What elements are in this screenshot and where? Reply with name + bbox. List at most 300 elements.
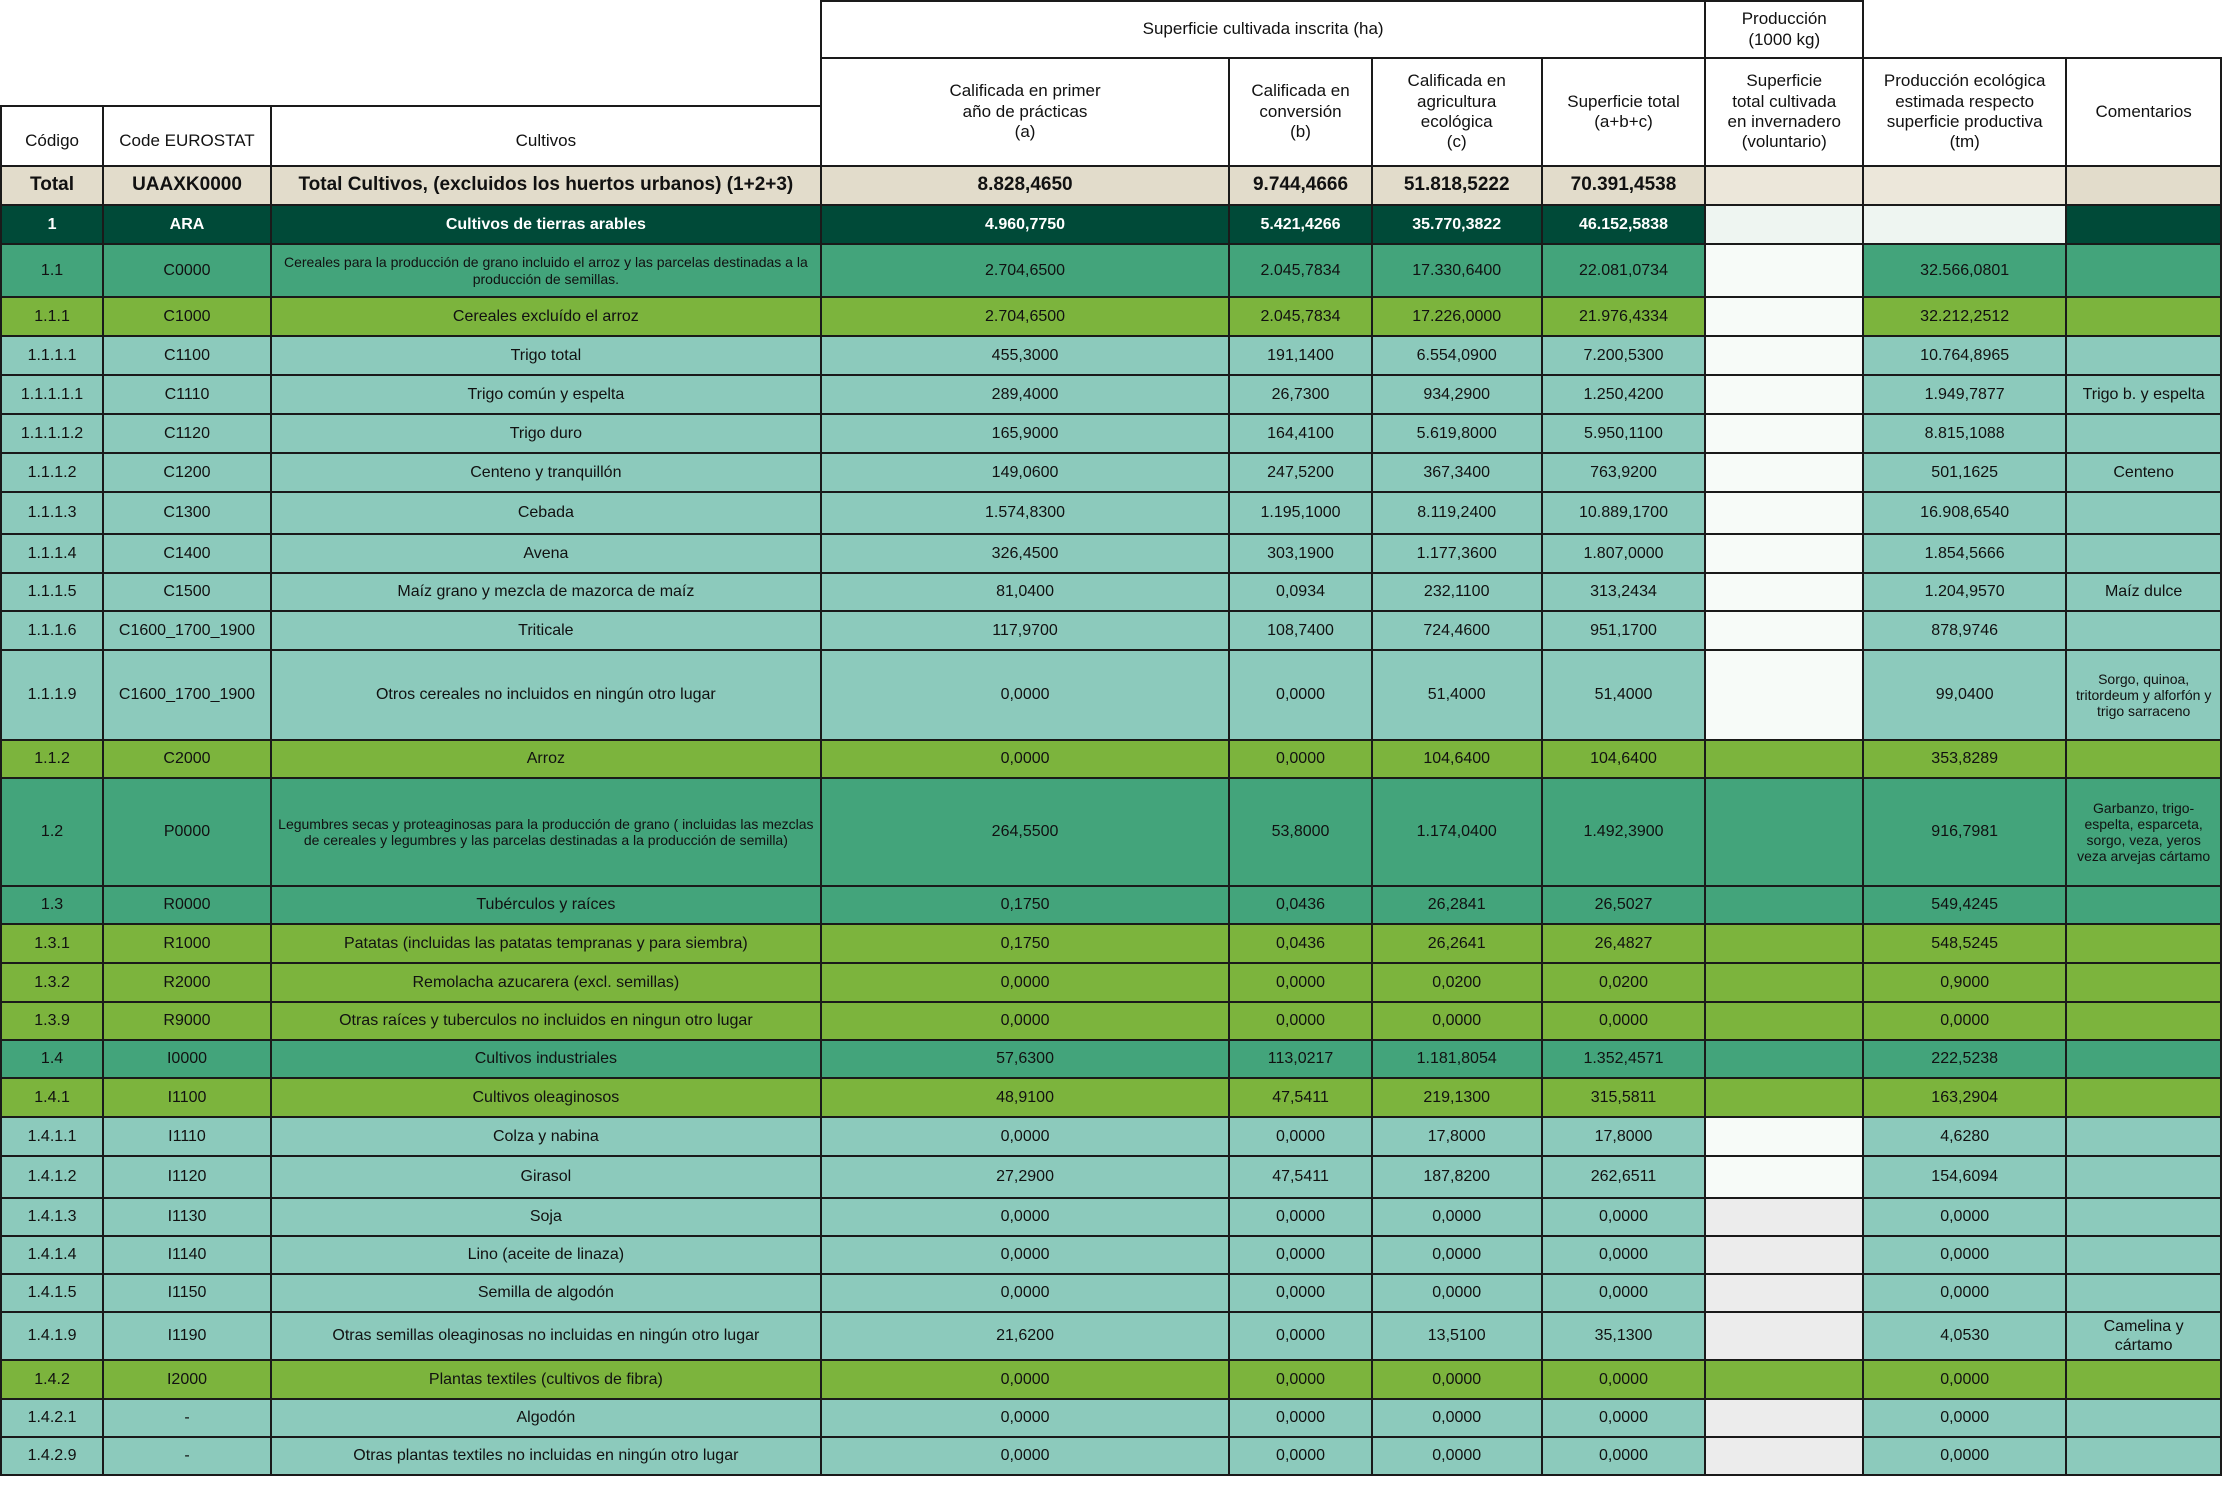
cell-invernadero [1705, 886, 1863, 924]
cell-eurostat: R9000 [103, 1002, 271, 1040]
cell-comentarios [2066, 740, 2221, 778]
cell-comentarios [2066, 492, 2221, 534]
cell-calif-a: 27,2900 [821, 1156, 1229, 1198]
cell-invernadero [1705, 573, 1863, 611]
cell-superficie-total: 17,8000 [1542, 1117, 1706, 1156]
cell-calif-c: 0,0000 [1372, 1002, 1542, 1040]
cell-superficie-total: 7.200,5300 [1542, 336, 1706, 375]
table-row [1, 244, 2221, 297]
cell-calif-a: 0,0000 [821, 1437, 1229, 1475]
cell-invernadero [1705, 414, 1863, 453]
cell-codigo: 1.1.1.1 [1, 336, 103, 375]
cell-calif-c: 0,0000 [1372, 1236, 1542, 1274]
table-row [1, 414, 2221, 453]
cell-eurostat: I1190 [103, 1312, 271, 1360]
cell-comentarios [2066, 1156, 2221, 1198]
cell-invernadero [1705, 336, 1863, 375]
header-col-eurostat: Code EUROSTAT [103, 106, 271, 166]
cell-comentarios [2066, 924, 2221, 963]
header-col-cultivos: Cultivos [271, 106, 821, 166]
cell-calif-b: 2.045,7834 [1229, 297, 1372, 336]
cell-eurostat: UAAXK0000 [103, 166, 271, 205]
cell-comentarios: Trigo b. y espelta [2066, 375, 2221, 414]
cell-produccion: 99,0400 [1863, 650, 2066, 740]
cell-calif-c: 724,4600 [1372, 611, 1542, 650]
cell-calif-b: 164,4100 [1229, 414, 1372, 453]
cell-calif-a: 165,9000 [821, 414, 1229, 453]
cell-invernadero [1705, 244, 1863, 297]
cell-invernadero [1705, 963, 1863, 1002]
header-col-comentarios: Comentarios [2066, 58, 2221, 166]
cell-calif-a: 0,0000 [821, 1117, 1229, 1156]
cell-calif-b: 0,0000 [1229, 1002, 1372, 1040]
cell-superficie-total: 951,1700 [1542, 611, 1706, 650]
cell-produccion: 0,0000 [1863, 1198, 2066, 1236]
cell-cultivo: Otras semillas oleaginosas no incluidas en ningún otro lugar [271, 1312, 821, 1360]
cell-cultivo: Total Cultivos, (excluidos los huertos urbanos) (1+2+3) [271, 166, 821, 205]
cell-codigo: 1.1.1.3 [1, 492, 103, 534]
cell-codigo: 1.4.1.3 [1, 1198, 103, 1236]
cell-eurostat: I1150 [103, 1274, 271, 1312]
table-row [1, 1360, 2221, 1399]
table-row [1, 611, 2221, 650]
cell-produccion: 16.908,6540 [1863, 492, 2066, 534]
cell-calif-c: 17.330,6400 [1372, 244, 1542, 297]
cell-comentarios [2066, 1274, 2221, 1312]
cell-invernadero [1705, 650, 1863, 740]
cell-codigo: 1.1.1.1.1 [1, 375, 103, 414]
cell-comentarios: Maíz dulce [2066, 573, 2221, 611]
header-col-invernadero: Superficie total cultivada en invernadero (voluntario) [1705, 58, 1863, 166]
header-col-b: Calificada en conversión (b) [1229, 58, 1372, 166]
cell-invernadero [1705, 778, 1863, 886]
cell-invernadero [1705, 1002, 1863, 1040]
cell-calif-b: 0,0000 [1229, 963, 1372, 1002]
cell-invernadero [1705, 1360, 1863, 1399]
cell-invernadero [1705, 492, 1863, 534]
table-row [1, 492, 2221, 534]
cell-calif-c: 934,2900 [1372, 375, 1542, 414]
cell-produccion: 10.764,8965 [1863, 336, 2066, 375]
cell-calif-a: 0,0000 [821, 1236, 1229, 1274]
cell-superficie-total: 70.391,4538 [1542, 166, 1706, 205]
cell-calif-c: 26,2641 [1372, 924, 1542, 963]
cell-produccion: 0,0000 [1863, 1399, 2066, 1437]
cell-cultivo: Cereales excluído el arroz [271, 297, 821, 336]
cell-codigo: 1.3 [1, 886, 103, 924]
cell-produccion: 878,9746 [1863, 611, 2066, 650]
cell-invernadero [1705, 1437, 1863, 1475]
table-row [1, 1274, 2221, 1312]
cell-cultivo: Colza y nabina [271, 1117, 821, 1156]
cell-calif-a: 0,0000 [821, 740, 1229, 778]
cell-invernadero [1705, 205, 1863, 244]
cell-produccion: 0,0000 [1863, 1437, 2066, 1475]
cell-superficie-total: 26,5027 [1542, 886, 1706, 924]
cell-calif-b: 0,0000 [1229, 1360, 1372, 1399]
cell-calif-b: 108,7400 [1229, 611, 1372, 650]
cell-cultivo: Girasol [271, 1156, 821, 1198]
cell-codigo: 1.4.1.1 [1, 1117, 103, 1156]
cell-calif-a: 4.960,7750 [821, 205, 1229, 244]
cell-calif-b: 0,0436 [1229, 886, 1372, 924]
cell-superficie-total: 0,0200 [1542, 963, 1706, 1002]
cell-superficie-total: 313,2434 [1542, 573, 1706, 611]
cell-eurostat: ARA [103, 205, 271, 244]
cell-codigo: 1.1.1.2 [1, 453, 103, 492]
cell-comentarios [2066, 205, 2221, 244]
cell-calif-a: 326,4500 [821, 534, 1229, 573]
cell-codigo: 1.1.1 [1, 297, 103, 336]
cell-cultivo: Cebada [271, 492, 821, 534]
cell-produccion: 0,9000 [1863, 963, 2066, 1002]
cell-produccion: 0,0000 [1863, 1360, 2066, 1399]
cell-invernadero [1705, 1040, 1863, 1078]
cell-eurostat: C1000 [103, 297, 271, 336]
cell-calif-b: 47,5411 [1229, 1078, 1372, 1117]
cell-codigo: 1.3.2 [1, 963, 103, 1002]
cell-invernadero [1705, 453, 1863, 492]
cell-produccion: 163,2904 [1863, 1078, 2066, 1117]
cell-comentarios [2066, 963, 2221, 1002]
cell-calif-a: 21,6200 [821, 1312, 1229, 1360]
cell-superficie-total: 1.492,3900 [1542, 778, 1706, 886]
cell-calif-a: 455,3000 [821, 336, 1229, 375]
table-row [1, 1078, 2221, 1117]
cell-calif-c: 0,0000 [1372, 1399, 1542, 1437]
cell-calif-b: 191,1400 [1229, 336, 1372, 375]
cell-codigo: 1.4.1.4 [1, 1236, 103, 1274]
cell-calif-b: 113,0217 [1229, 1040, 1372, 1078]
header-blank-right [1863, 1, 2221, 58]
cell-comentarios [2066, 1117, 2221, 1156]
cell-comentarios [2066, 414, 2221, 453]
cell-calif-c: 35.770,3822 [1372, 205, 1542, 244]
cell-calif-c: 6.554,0900 [1372, 336, 1542, 375]
cell-produccion: 1.854,5666 [1863, 534, 2066, 573]
cell-eurostat: R2000 [103, 963, 271, 1002]
cell-eurostat: I1130 [103, 1198, 271, 1236]
cell-comentarios [2066, 1399, 2221, 1437]
cell-calif-c: 367,3400 [1372, 453, 1542, 492]
cell-calif-c: 5.619,8000 [1372, 414, 1542, 453]
cell-produccion: 8.815,1088 [1863, 414, 2066, 453]
cell-superficie-total: 0,0000 [1542, 1198, 1706, 1236]
cell-calif-c: 187,8200 [1372, 1156, 1542, 1198]
cell-eurostat: C1100 [103, 336, 271, 375]
cell-produccion: 1.204,9570 [1863, 573, 2066, 611]
header-col-c: Calificada en agricultura ecológica (c) [1372, 58, 1542, 166]
table-row [1, 924, 2221, 963]
cell-comentarios [2066, 1360, 2221, 1399]
cell-codigo: 1.2 [1, 778, 103, 886]
cell-calif-b: 247,5200 [1229, 453, 1372, 492]
cell-eurostat: R1000 [103, 924, 271, 963]
cell-calif-b: 9.744,4666 [1229, 166, 1372, 205]
cell-produccion: 4,6280 [1863, 1117, 2066, 1156]
cell-invernadero [1705, 1117, 1863, 1156]
cell-produccion: 916,7981 [1863, 778, 2066, 886]
cell-codigo: 1.3.1 [1, 924, 103, 963]
cell-superficie-total: 0,0000 [1542, 1360, 1706, 1399]
cell-comentarios [2066, 611, 2221, 650]
cell-produccion: 549,4245 [1863, 886, 2066, 924]
cell-invernadero [1705, 375, 1863, 414]
cell-eurostat: C2000 [103, 740, 271, 778]
cell-invernadero [1705, 1236, 1863, 1274]
cell-calif-c: 0,0000 [1372, 1437, 1542, 1475]
cell-produccion [1863, 205, 2066, 244]
cell-calif-b: 2.045,7834 [1229, 244, 1372, 297]
cell-calif-c: 0,0000 [1372, 1360, 1542, 1399]
table-row [1, 205, 2221, 244]
cell-comentarios [2066, 534, 2221, 573]
cell-codigo: 1.4.2 [1, 1360, 103, 1399]
cell-superficie-total: 5.950,1100 [1542, 414, 1706, 453]
cell-cultivo: Lino (aceite de linaza) [271, 1236, 821, 1274]
table-row [1, 1117, 2221, 1156]
cell-superficie-total: 1.807,0000 [1542, 534, 1706, 573]
cell-superficie-total: 51,4000 [1542, 650, 1706, 740]
cell-calif-b: 0,0000 [1229, 1312, 1372, 1360]
cell-calif-a: 2.704,6500 [821, 297, 1229, 336]
cell-codigo: 1.4.1.5 [1, 1274, 103, 1312]
cell-calif-b: 303,1900 [1229, 534, 1372, 573]
cell-cultivo: Maíz grano y mezcla de mazorca de maíz [271, 573, 821, 611]
cell-superficie-total: 0,0000 [1542, 1399, 1706, 1437]
cell-produccion: 4,0530 [1863, 1312, 2066, 1360]
cell-eurostat: - [103, 1437, 271, 1475]
cell-calif-b: 0,0000 [1229, 1437, 1372, 1475]
cell-calif-c: 0,0200 [1372, 963, 1542, 1002]
cell-calif-a: 289,4000 [821, 375, 1229, 414]
cell-cultivo: Soja [271, 1198, 821, 1236]
cell-cultivo: Otros cereales no incluidos en ningún otro lugar [271, 650, 821, 740]
cell-calif-a: 0,0000 [821, 1198, 1229, 1236]
cell-invernadero [1705, 1078, 1863, 1117]
cell-produccion: 548,5245 [1863, 924, 2066, 963]
cell-eurostat: C1300 [103, 492, 271, 534]
cell-cultivo: Trigo total [271, 336, 821, 375]
table-row [1, 166, 2221, 205]
cell-calif-a: 2.704,6500 [821, 244, 1229, 297]
cell-eurostat: I1120 [103, 1156, 271, 1198]
cell-calif-a: 0,0000 [821, 1274, 1229, 1312]
cell-calif-c: 8.119,2400 [1372, 492, 1542, 534]
cell-comentarios [2066, 166, 2221, 205]
cell-superficie-total: 262,6511 [1542, 1156, 1706, 1198]
cell-cultivo: Cultivos industriales [271, 1040, 821, 1078]
cell-cultivo: Cereales para la producción de grano incluido el arroz y las parcelas destinadas a la producción de semillas. [271, 244, 821, 297]
cell-produccion: 0,0000 [1863, 1002, 2066, 1040]
cell-codigo: 1.1.1.6 [1, 611, 103, 650]
table-row [1, 336, 2221, 375]
cell-eurostat: I1110 [103, 1117, 271, 1156]
cell-cultivo: Otras raíces y tuberculos no incluidos en ningun otro lugar [271, 1002, 821, 1040]
cell-comentarios: Centeno [2066, 453, 2221, 492]
cell-calif-c: 51,4000 [1372, 650, 1542, 740]
cell-calif-a: 0,0000 [821, 650, 1229, 740]
cell-calif-c: 51.818,5222 [1372, 166, 1542, 205]
cell-eurostat: C1600_1700_1900 [103, 650, 271, 740]
header-blank [1, 1, 821, 58]
cell-comentarios [2066, 1437, 2221, 1475]
cell-eurostat: I0000 [103, 1040, 271, 1078]
cell-calif-b: 0,0000 [1229, 1236, 1372, 1274]
cell-invernadero [1705, 924, 1863, 963]
cell-calif-a: 0,1750 [821, 886, 1229, 924]
cell-calif-c: 219,1300 [1372, 1078, 1542, 1117]
cell-superficie-total: 35,1300 [1542, 1312, 1706, 1360]
cell-cultivo: Remolacha azucarera (excl. semillas) [271, 963, 821, 1002]
cell-eurostat: C1120 [103, 414, 271, 453]
cell-comentarios [2066, 1002, 2221, 1040]
table-row [1, 778, 2221, 886]
cell-eurostat: C1110 [103, 375, 271, 414]
cell-eurostat: C0000 [103, 244, 271, 297]
cell-produccion: 0,0000 [1863, 1236, 2066, 1274]
cell-superficie-total: 1.250,4200 [1542, 375, 1706, 414]
header-col-total: Superficie total (a+b+c) [1542, 58, 1706, 166]
cell-invernadero [1705, 1198, 1863, 1236]
cell-codigo: 1.1.1.5 [1, 573, 103, 611]
cell-produccion [1863, 166, 2066, 205]
cell-cultivo: Avena [271, 534, 821, 573]
cell-superficie-total: 22.081,0734 [1542, 244, 1706, 297]
cell-calif-b: 0,0000 [1229, 1399, 1372, 1437]
cell-cultivo: Trigo común y espelta [271, 375, 821, 414]
cell-cultivo: Arroz [271, 740, 821, 778]
header-group-superficie: Superficie cultivada inscrita (ha) [821, 1, 1706, 58]
cell-comentarios [2066, 244, 2221, 297]
cell-codigo: 1.4.2.9 [1, 1437, 103, 1475]
cell-calif-a: 0,0000 [821, 963, 1229, 1002]
cell-invernadero [1705, 1399, 1863, 1437]
cell-codigo: 1.4.2.1 [1, 1399, 103, 1437]
table-row [1, 963, 2221, 1002]
cell-calif-a: 0,1750 [821, 924, 1229, 963]
cell-cultivo: Tubérculos y raíces [271, 886, 821, 924]
cell-calif-c: 26,2841 [1372, 886, 1542, 924]
cell-produccion: 32.566,0801 [1863, 244, 2066, 297]
cell-superficie-total: 21.976,4334 [1542, 297, 1706, 336]
cell-calif-b: 0,0000 [1229, 1274, 1372, 1312]
cell-calif-a: 0,0000 [821, 1399, 1229, 1437]
cell-comentarios [2066, 886, 2221, 924]
cell-comentarios [2066, 1198, 2221, 1236]
cell-invernadero [1705, 611, 1863, 650]
table-row [1, 1399, 2221, 1437]
cell-comentarios [2066, 1078, 2221, 1117]
table-row [1, 1437, 2221, 1475]
cell-cultivo: Patatas (incluidas las patatas tempranas y para siembra) [271, 924, 821, 963]
cell-calif-b: 0,0000 [1229, 740, 1372, 778]
cell-cultivo: Otras plantas textiles no incluidas en ningún otro lugar [271, 1437, 821, 1475]
cell-calif-c: 232,1100 [1372, 573, 1542, 611]
cell-produccion: 32.212,2512 [1863, 297, 2066, 336]
cell-codigo: 1.4.1.9 [1, 1312, 103, 1360]
table-row [1, 534, 2221, 573]
cell-cultivo: Cultivos oleaginosos [271, 1078, 821, 1117]
header-group-produccion: Producción (1000 kg) [1705, 1, 1863, 58]
cell-superficie-total: 0,0000 [1542, 1274, 1706, 1312]
cell-eurostat: C1500 [103, 573, 271, 611]
cell-calif-c: 1.174,0400 [1372, 778, 1542, 886]
cell-eurostat: C1400 [103, 534, 271, 573]
cell-codigo: 1.1.1.4 [1, 534, 103, 573]
cell-calif-c: 0,0000 [1372, 1198, 1542, 1236]
cell-cultivo: Centeno y tranquillón [271, 453, 821, 492]
cell-invernadero [1705, 534, 1863, 573]
cell-codigo: 1.1.1.1.2 [1, 414, 103, 453]
cell-comentarios: Camelina y cártamo [2066, 1312, 2221, 1360]
table-row [1, 375, 2221, 414]
cell-calif-c: 17,8000 [1372, 1117, 1542, 1156]
cell-superficie-total: 763,9200 [1542, 453, 1706, 492]
cell-calif-b: 0,0000 [1229, 1117, 1372, 1156]
cell-eurostat: - [103, 1399, 271, 1437]
table-row [1, 1236, 2221, 1274]
cell-cultivo: Semilla de algodón [271, 1274, 821, 1312]
cell-codigo: 1.4.1 [1, 1078, 103, 1117]
cell-cultivo: Triticale [271, 611, 821, 650]
cell-codigo: 1 [1, 205, 103, 244]
cell-calif-c: 0,0000 [1372, 1274, 1542, 1312]
cell-comentarios [2066, 336, 2221, 375]
cell-comentarios [2066, 1236, 2221, 1274]
cell-calif-c: 1.181,8054 [1372, 1040, 1542, 1078]
cell-eurostat: C1200 [103, 453, 271, 492]
cell-calif-b: 0,0000 [1229, 650, 1372, 740]
cell-produccion: 353,8289 [1863, 740, 2066, 778]
cell-codigo: 1.1.2 [1, 740, 103, 778]
table-row [1, 740, 2221, 778]
cell-produccion: 501,1625 [1863, 453, 2066, 492]
cell-invernadero [1705, 166, 1863, 205]
table-row [1, 1198, 2221, 1236]
cell-produccion: 1.949,7877 [1863, 375, 2066, 414]
cell-calif-b: 47,5411 [1229, 1156, 1372, 1198]
cell-superficie-total: 26,4827 [1542, 924, 1706, 963]
cell-superficie-total: 10.889,1700 [1542, 492, 1706, 534]
cell-cultivo: Cultivos de tierras arables [271, 205, 821, 244]
cell-codigo: 1.3.9 [1, 1002, 103, 1040]
cell-invernadero [1705, 1274, 1863, 1312]
cell-calif-b: 0,0000 [1229, 1198, 1372, 1236]
cell-calif-a: 48,9100 [821, 1078, 1229, 1117]
cell-superficie-total: 315,5811 [1542, 1078, 1706, 1117]
header-col-produccion: Producción ecológica estimada respecto superficie productiva (tm) [1863, 58, 2066, 166]
cell-codigo: Total [1, 166, 103, 205]
cell-calif-b: 53,8000 [1229, 778, 1372, 886]
table-row [1, 297, 2221, 336]
cell-codigo: 1.1 [1, 244, 103, 297]
table-row [1, 886, 2221, 924]
table-row [1, 1002, 2221, 1040]
cell-invernadero [1705, 1312, 1863, 1360]
cell-calif-a: 0,0000 [821, 1002, 1229, 1040]
cell-calif-a: 57,6300 [821, 1040, 1229, 1078]
header-col-codigo: Código [1, 106, 103, 166]
cell-eurostat: I2000 [103, 1360, 271, 1399]
cell-eurostat: R0000 [103, 886, 271, 924]
cell-calif-a: 117,9700 [821, 611, 1229, 650]
cell-calif-b: 0,0436 [1229, 924, 1372, 963]
cell-invernadero [1705, 1156, 1863, 1198]
cell-comentarios: Sorgo, quinoa, tritordeum y alforfón y trigo sarraceno [2066, 650, 2221, 740]
cell-superficie-total: 0,0000 [1542, 1002, 1706, 1040]
cell-produccion: 0,0000 [1863, 1274, 2066, 1312]
